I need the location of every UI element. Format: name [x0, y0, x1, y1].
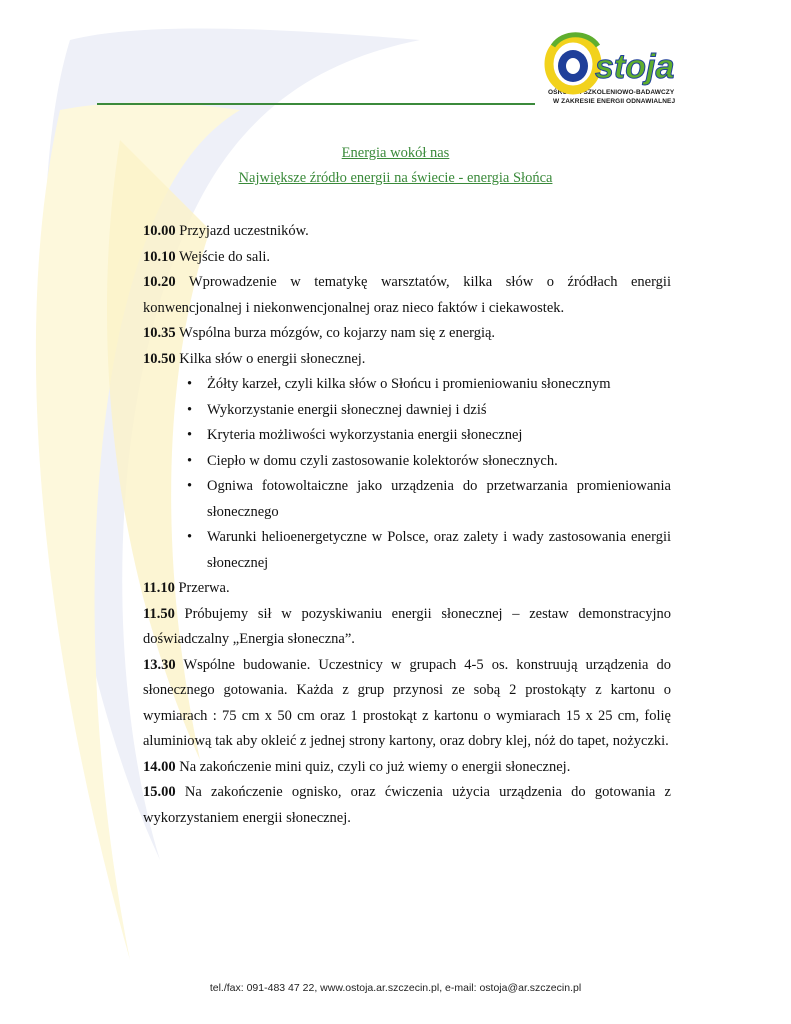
agenda-time: 14.00 [143, 758, 176, 775]
logo-caption-line1: OŚRODEK SZKOLENIOWO-BADAWCZY [548, 89, 675, 96]
agenda-time: 11.50 [143, 605, 175, 622]
agenda-time: 11.10 [143, 580, 175, 596]
agenda-time: 13.30 [143, 656, 176, 673]
agenda-text: Przerwa. [174, 580, 230, 596]
agenda-text: Wspólne budowanie. Uczestnicy w grupach 4-5 os. konstruują urządzenia do słonecznego gotowania. Każda z grup przynosi ze sobą 2 prostokąty z kartonu o wymiarach : 75 cm x 50 cm oraz 1 prostokąt z kartonu o wymiarach 15 x 25 cm, folię aluminiową tak aby okleić z jednej strony kartony, oraz dobry klej, nóż do tapet, nożyczki. [143, 656, 671, 749]
agenda-item [143, 347, 671, 373]
agenda-text: Na zakończenie ognisko, oraz ćwiczenia użycia urządzenia do gotowania z wykorzystaniem energii słonecznej. [143, 784, 671, 826]
agenda-item [143, 576, 671, 602]
agenda-time: 15.00 [143, 784, 176, 800]
agenda-item [143, 219, 671, 245]
agenda-item [143, 270, 671, 321]
agenda-text: Wprowadzenie w tematykę warsztatów, kilka słów o źródłach energii konwencjonalnej i niekonwencjonalnej oraz nieco faktów i ciekawostek. [143, 274, 671, 316]
agenda-text: Przyjazd uczestników. [175, 223, 309, 239]
agenda-item [143, 602, 671, 653]
document-subtitle: Największe źródło energii na świecie - energia Słońca [238, 170, 553, 186]
logo-caption-line2: W ZAKRESIE ENERGII ODNAWIALNEJ [553, 98, 676, 105]
bullet-icon: • [187, 478, 193, 494]
agenda-time: 10.50 [143, 350, 176, 367]
list-item: • Ogniwa fotowoltaiczne jako urządzenia do przetwarzania promieniowania słonecznego [143, 474, 671, 525]
list-item: • Wykorzystanie energii słonecznej dawniej i dziś [143, 398, 671, 424]
agenda-text: Wejście do sali. [175, 248, 271, 265]
agenda-text: Wspólna burza mózgów, co kojarzy nam się z energią. [175, 325, 496, 341]
list-item: • Warunki helioenergetyczne w Polsce, oraz zalety i wady zastosowania energii słonecznej [143, 525, 671, 576]
agenda-time: 10.10 [143, 248, 176, 265]
footer-contact: tel./fax: 091-483 47 22, www.ostoja.ar.szczecin.pl, e-mail: ostoja@ar.szczecin.pl [209, 982, 582, 994]
agenda-text: Kilka słów o energii słonecznej. [175, 350, 366, 367]
agenda-item [143, 321, 671, 347]
topic-list [143, 372, 671, 576]
bullet-icon: • [187, 529, 193, 545]
agenda-text: Próbujemy sił w pozyskiwaniu energii słonecznej – zestaw demonstracyjno doświadczalny „Energia słoneczna”. [143, 605, 671, 647]
agenda-time: 10.00 [143, 223, 176, 239]
document-title: Energia wokół nas [341, 145, 450, 161]
agenda-item [143, 653, 671, 755]
agenda [143, 219, 671, 831]
header-divider [97, 103, 535, 105]
agenda-time: 10.20 [143, 274, 176, 290]
list-item: • Żółty karzeł, czyli kilka słów o Słońcu i promieniowaniu słonecznym [143, 372, 671, 398]
agenda-item [143, 245, 671, 271]
bullet-icon: • [187, 427, 193, 443]
list-item: • Ciepło w domu czyli zastosowanie kolektorów słonecznych. [143, 449, 671, 475]
agenda-time: 10.35 [143, 325, 176, 341]
agenda-text: Na zakończenie mini quiz, czyli co już wiemy o energii słonecznej. [175, 758, 571, 775]
ostoja-logo [543, 26, 683, 112]
list-item: • Kryteria możliwości wykorzystania energii słonecznej [143, 423, 671, 449]
agenda-item [143, 780, 671, 831]
bullet-icon: • [187, 376, 193, 392]
agenda-item [143, 755, 671, 781]
bullet-icon: • [187, 401, 193, 418]
svg-text:stoja: stoja [595, 48, 675, 86]
bullet-icon: • [187, 452, 193, 469]
